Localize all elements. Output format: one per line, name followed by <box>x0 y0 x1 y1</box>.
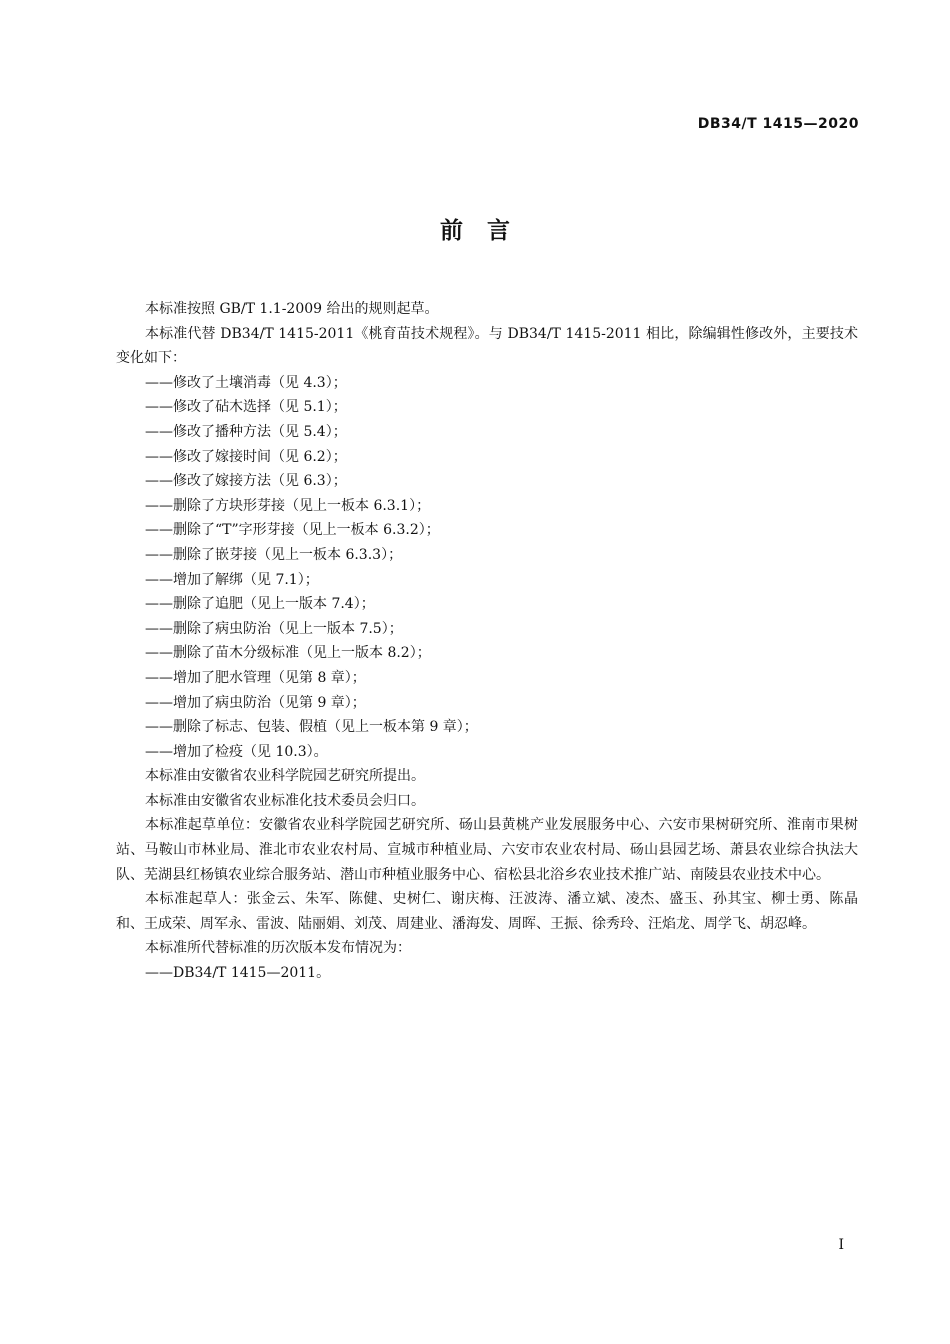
list-item: ——删除了标志、包装、假植（见上一板本第 9 章）； <box>145 719 478 736</box>
paragraph-proposer: 本标准由安徽省农业科学院园艺研究所提出。 <box>145 768 425 785</box>
list-item: ——修改了砧木选择（见 5.1）； <box>145 399 347 416</box>
list-item: ——修改了播种方法（见 5.4）； <box>145 423 347 440</box>
list-item-history: ——DB34/T 1415—2011。 <box>145 965 331 982</box>
list-item: ——删除了嵌芽接（见上一板本 6.3.3）； <box>145 546 403 563</box>
list-item: ——删除了“T”字形芽接（见上一板本 6.3.2）； <box>145 522 440 539</box>
page-title: 前言 <box>440 218 534 244</box>
page-number: I <box>838 1237 844 1253</box>
list-item: ——增加了解绑（见 7.1）； <box>145 571 319 588</box>
paragraph-drafters: 本标准起草人：张金云、朱军、陈健、史树仁、谢庆梅、汪波涛、潘立斌、凌杰、盛玉、孙其宝、柳士勇、陈晶和、王成荣、周军永、雷波、陆丽娟、刘茂、周建业、潘海发、周晖、王振、徐秀玲、汪焰龙、周学飞、胡忍峰。 <box>116 891 858 932</box>
changes-list <box>116 371 858 765</box>
list-item: ——增加了检疫（见 10.3）。 <box>145 743 328 760</box>
list-item: ——删除了方块形芽接（见上一板本 6.3.1）； <box>145 497 431 514</box>
list-item: ——修改了土壤消毒（见 4.3）； <box>145 374 347 391</box>
foreword-body <box>116 297 858 986</box>
paragraph-drafting-rules: 本标准按照 GB/T 1.1-2009 给出的规则起草。 <box>145 301 439 317</box>
paragraph-committee: 本标准由安徽省农业标准化技术委员会归口。 <box>145 792 425 809</box>
list-item: ——删除了苗木分级标准（见上一版本 8.2）； <box>145 645 431 662</box>
list-item: ——增加了病虫防治（见第 9 章）； <box>145 694 366 711</box>
paragraph-replacement: 本标准代替 DB34/T 1415-2011《桃育苗技术规程》。与 DB34/T 1415-2011 相比，除编辑性修改外，主要技术变化如下： <box>116 325 858 367</box>
standard-code: DB34/T 1415—2020 <box>697 116 859 132</box>
list-item: ——删除了病虫防治（见上一版本 7.5）； <box>145 620 403 637</box>
list-item: ——修改了嫁接方法（见 6.3）； <box>145 473 347 490</box>
list-item: ——增加了肥水管理（见第 8 章）； <box>145 669 366 686</box>
list-item: ——修改了嫁接时间（见 6.2）； <box>145 448 347 465</box>
paragraph-history-intro: 本标准所代替标准的历次版本发布情况为： <box>145 940 411 957</box>
list-item: ——删除了追肥（见上一版本 7.4）； <box>145 596 375 613</box>
paragraph-drafting-units: 本标准起草单位：安徽省农业科学院园艺研究所、砀山县黄桃产业发展服务中心、六安市果树研究所、淮南市果树站、马鞍山市林业局、淮北市农业农村局、宣城市种植业局、六安市农业农村局、砀山县园艺场、萧县农业综合执法大队、芜湖县红杨镇农业综合服务站、潜山市种植业服务中心、宿松县北浴乡农业技术推广站、南陵县农业技术中心。 <box>116 817 858 883</box>
